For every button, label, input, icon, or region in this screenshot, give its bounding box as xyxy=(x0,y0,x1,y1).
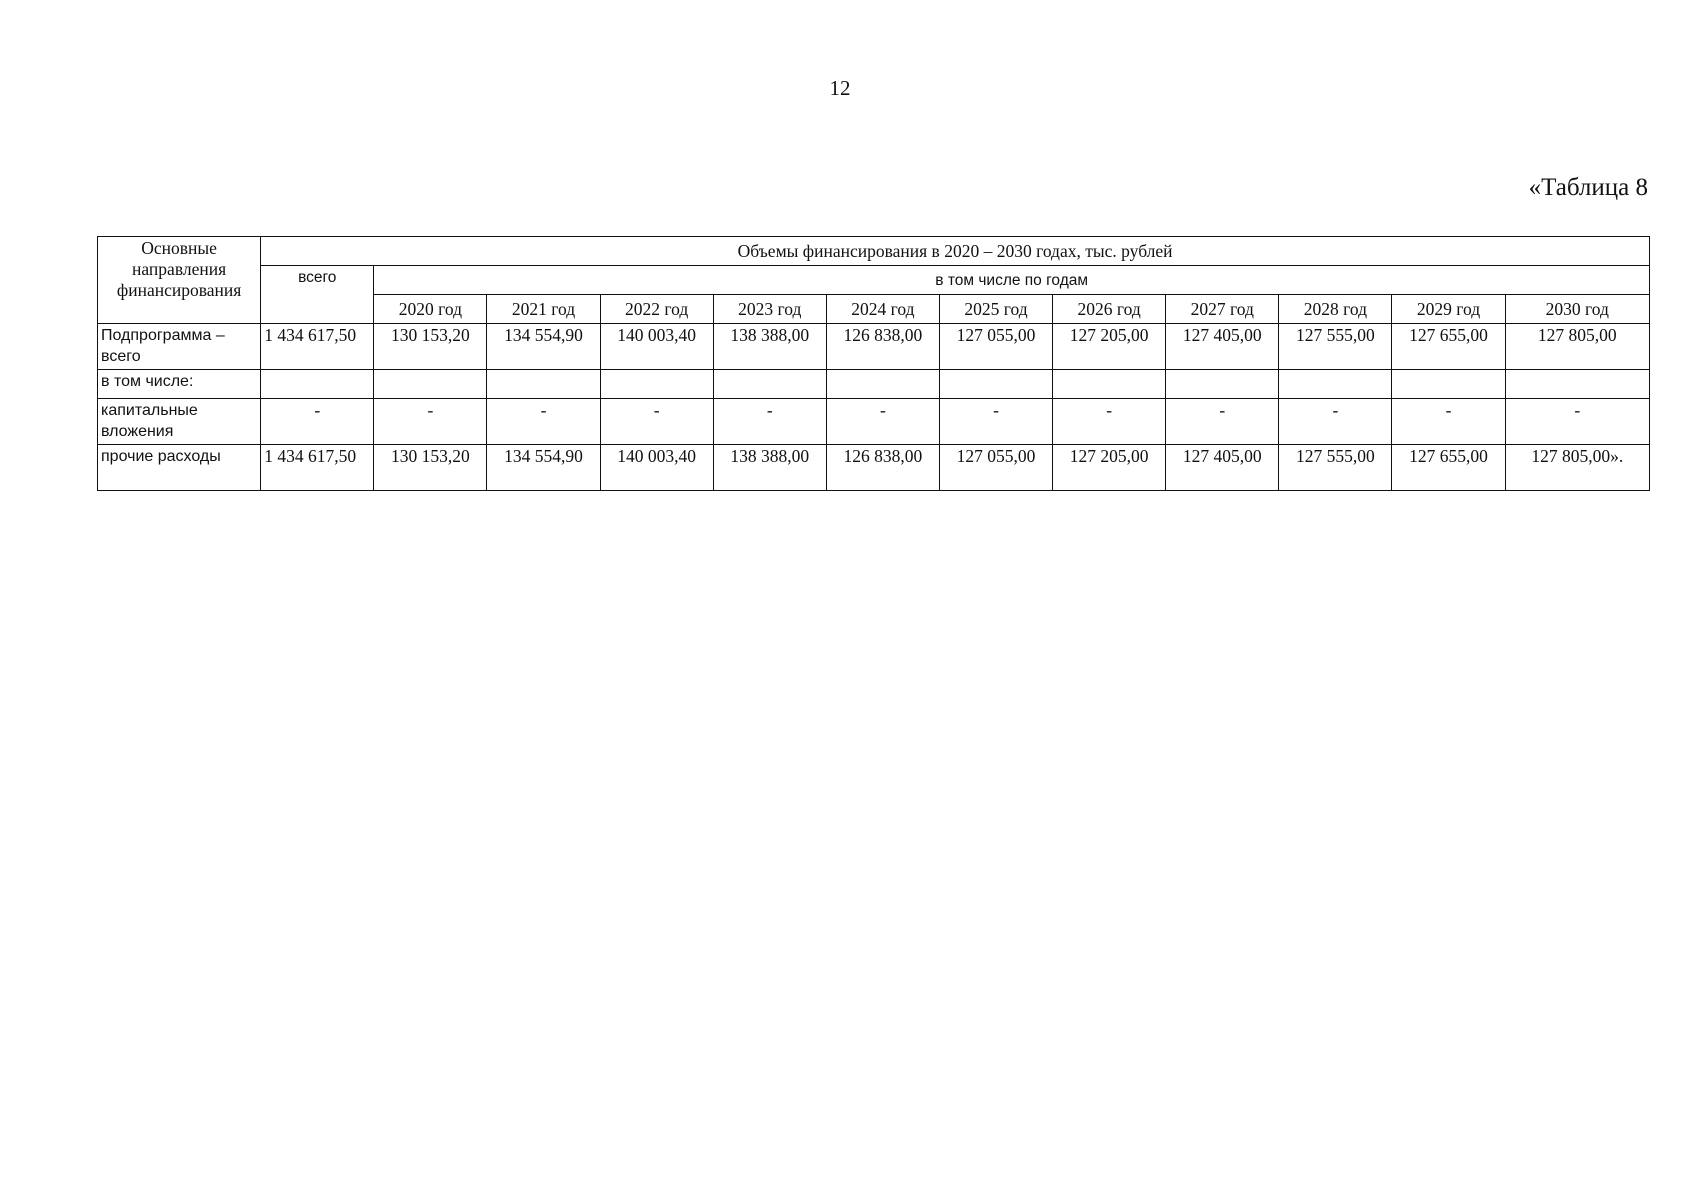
year-header: 2023 год xyxy=(713,295,826,324)
table-cell: 126 838,00 xyxy=(826,324,939,370)
table-cell: 138 388,00 xyxy=(713,445,826,491)
table-cell: 138 388,00 xyxy=(713,324,826,370)
table-cell: - xyxy=(1505,399,1649,445)
table-cell xyxy=(261,370,374,399)
table-cell: 134 554,90 xyxy=(487,324,600,370)
table-cell: 127 805,00». xyxy=(1505,445,1649,491)
table-cell: 1 434 617,50 xyxy=(261,445,374,491)
table-cell: 1 434 617,50 xyxy=(261,324,374,370)
row-label: Подпрограмма – всего xyxy=(98,324,261,370)
table-cell: 127 405,00 xyxy=(1166,445,1279,491)
table-cell: 134 554,90 xyxy=(487,445,600,491)
table-cell: 130 153,20 xyxy=(374,324,487,370)
year-header: 2029 год xyxy=(1392,295,1505,324)
table-cell xyxy=(600,370,713,399)
table-cell: - xyxy=(1053,399,1166,445)
table-cell: 140 003,40 xyxy=(600,324,713,370)
table-cell xyxy=(939,370,1052,399)
table-row xyxy=(98,445,1650,491)
table-cell: - xyxy=(261,399,374,445)
table-cell: 127 805,00 xyxy=(1505,324,1649,370)
table-cell xyxy=(487,370,600,399)
header-row-1 xyxy=(98,237,1650,266)
table-cell: 127 555,00 xyxy=(1279,324,1392,370)
table-cell: - xyxy=(826,399,939,445)
row-label: прочие расходы xyxy=(98,445,261,491)
table-row xyxy=(98,370,1650,399)
table-cell: - xyxy=(600,399,713,445)
table-label: «Таблица 8 xyxy=(1528,174,1648,201)
year-header: 2022 год xyxy=(600,295,713,324)
table-cell xyxy=(1166,370,1279,399)
table-cell: 140 003,40 xyxy=(600,445,713,491)
table-cell: - xyxy=(374,399,487,445)
year-header: 2030 год xyxy=(1505,295,1649,324)
table-cell xyxy=(1053,370,1166,399)
table-cell: - xyxy=(939,399,1052,445)
row-label: в том числе: xyxy=(98,370,261,399)
table-cell: 127 655,00 xyxy=(1392,324,1505,370)
table-row xyxy=(98,324,1650,370)
table-body xyxy=(98,324,1650,491)
table-cell: 127 055,00 xyxy=(939,445,1052,491)
page-number: 12 xyxy=(829,76,851,100)
year-header: 2021 год xyxy=(487,295,600,324)
table-cell xyxy=(826,370,939,399)
year-header: 2025 год xyxy=(939,295,1052,324)
table-cell: 127 405,00 xyxy=(1166,324,1279,370)
year-header: 2027 год xyxy=(1166,295,1279,324)
year-header: 2024 год xyxy=(826,295,939,324)
table-cell xyxy=(374,370,487,399)
row-label: капитальные вложения xyxy=(98,399,261,445)
table-cell xyxy=(1279,370,1392,399)
total-header: всего xyxy=(261,266,374,324)
corner-header: Основные направления финансирования xyxy=(98,237,261,324)
table-cell: - xyxy=(1279,399,1392,445)
table-row xyxy=(98,399,1650,445)
table-cell: - xyxy=(487,399,600,445)
year-header: 2020 год xyxy=(374,295,487,324)
table-cell: 130 153,20 xyxy=(374,445,487,491)
table-cell: 127 555,00 xyxy=(1279,445,1392,491)
header-row-2 xyxy=(98,266,1650,295)
main-header: Объемы финансирования в 2020 – 2030 годах, тыс. рублей xyxy=(261,237,1650,266)
table-cell: - xyxy=(713,399,826,445)
table-cell: 127 655,00 xyxy=(1392,445,1505,491)
table-cell: 127 205,00 xyxy=(1053,324,1166,370)
table-cell xyxy=(1505,370,1649,399)
financing-table xyxy=(97,236,1650,491)
table-cell xyxy=(713,370,826,399)
table-cell: 127 205,00 xyxy=(1053,445,1166,491)
table-cell: - xyxy=(1166,399,1279,445)
year-header: 2028 год xyxy=(1279,295,1392,324)
table-cell xyxy=(1392,370,1505,399)
table-cell: 126 838,00 xyxy=(826,445,939,491)
years-group-header: в том числе по годам xyxy=(374,266,1650,295)
table-cell: 127 055,00 xyxy=(939,324,1052,370)
table-cell: - xyxy=(1392,399,1505,445)
year-header: 2026 год xyxy=(1053,295,1166,324)
